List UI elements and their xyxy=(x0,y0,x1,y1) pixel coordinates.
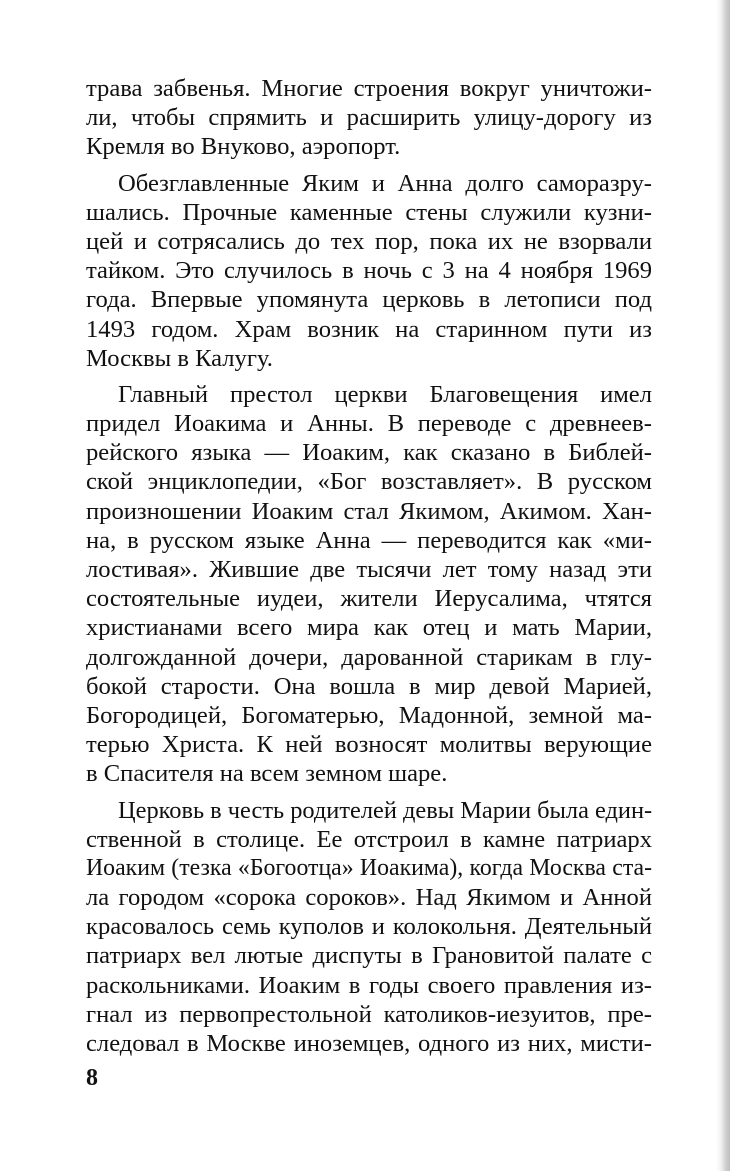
text-line: состоятельные иудеи, жители Иерусалима, чтятся xyxy=(86,585,652,613)
text-line: Обезглавленные Яким и Анна долго саморазру- xyxy=(118,169,652,197)
text-line: долгожданной дочери, дарованной старикам в глу- xyxy=(86,643,652,671)
text-line: рейского языка — Иоаким, как сказано в Библей- xyxy=(86,439,652,467)
text-line: Церковь в честь родителей девы Марии была един- xyxy=(118,796,653,824)
paragraph-2 xyxy=(86,169,652,373)
text-line: Москвы в Калугу. xyxy=(86,344,273,372)
page-number: 8 xyxy=(86,1065,98,1091)
body-text xyxy=(86,74,652,1058)
text-line: Главный престол церкви Благовещения имел xyxy=(118,380,652,408)
text-line: христианами всего мира как отец и мать Марии, xyxy=(86,614,652,642)
text-line: на, в русском языке Анна — переводится как «ми- xyxy=(86,526,652,554)
text-line: шались. Прочные каменные стены служили кузни- xyxy=(86,198,652,226)
text-line: Кремля во Внуково, аэропорт. xyxy=(86,133,401,161)
text-line: ла городом «сорока сороков». Над Якимом и Анной xyxy=(86,884,652,912)
text-line: Богородицей, Богоматерью, Мадонной, земной ма- xyxy=(86,701,652,729)
text-line: трава забвенья. Многие строения вокруг уничтожи- xyxy=(86,75,652,102)
text-line: в Спасителя на всем земном шаре. xyxy=(86,760,448,788)
text-line: патриарх вел лютые диспуты в Грановитой палате с xyxy=(86,942,652,970)
text-line: ственной в столице. Ее отстроил в камне патриарх xyxy=(86,825,652,853)
page-edge-shadow xyxy=(716,0,730,1171)
text-line: цей и сотрясались до тех пор, пока их не взорвали xyxy=(86,227,652,255)
text-line: года. Впервые упомянута церковь в летописи под xyxy=(86,286,652,314)
text-line: ли, чтобы спрямить и расширить улицу-дорогу из xyxy=(86,104,652,132)
text-line: лостивая». Жившие две тысячи лет тому назад эти xyxy=(86,556,652,583)
text-line: ской энциклопедии, «Бог возставляет». В русском xyxy=(86,468,652,496)
text-line: произношении Иоаким стал Якимом, Акимом. Хан- xyxy=(86,497,652,525)
text-line: гнал из первопрестольной католиков-иезуитов, пре- xyxy=(86,1000,652,1028)
text-line: раскольниками. Иоаким в годы своего правления из- xyxy=(86,971,652,999)
text-line: Иоаким (тезка «Богоотца» Иоакима), когда Москва ста- xyxy=(86,854,652,881)
paragraph-1 xyxy=(86,74,652,162)
text-line: терью Христа. К ней возносят молитвы верующие xyxy=(86,731,652,759)
text-line: придел Иоакима и Анны. В переводе с древнеев- xyxy=(86,410,652,438)
text-line: следовал в Москве иноземцев, одного из них, мисти- xyxy=(86,1030,652,1057)
paragraph-3 xyxy=(86,380,652,789)
text-line: тайком. Это случилось в ночь с 3 на 4 ноября 1969 xyxy=(86,257,652,285)
text-line: 1493 годом. Храм возник на старинном пути из xyxy=(86,315,652,343)
text-line: красовалось семь куполов и колокольня. Деятельный xyxy=(86,913,652,941)
text-line: бокой старости. Она вошла в мир девой Марией, xyxy=(86,672,652,700)
paragraph-4 xyxy=(86,796,652,1059)
